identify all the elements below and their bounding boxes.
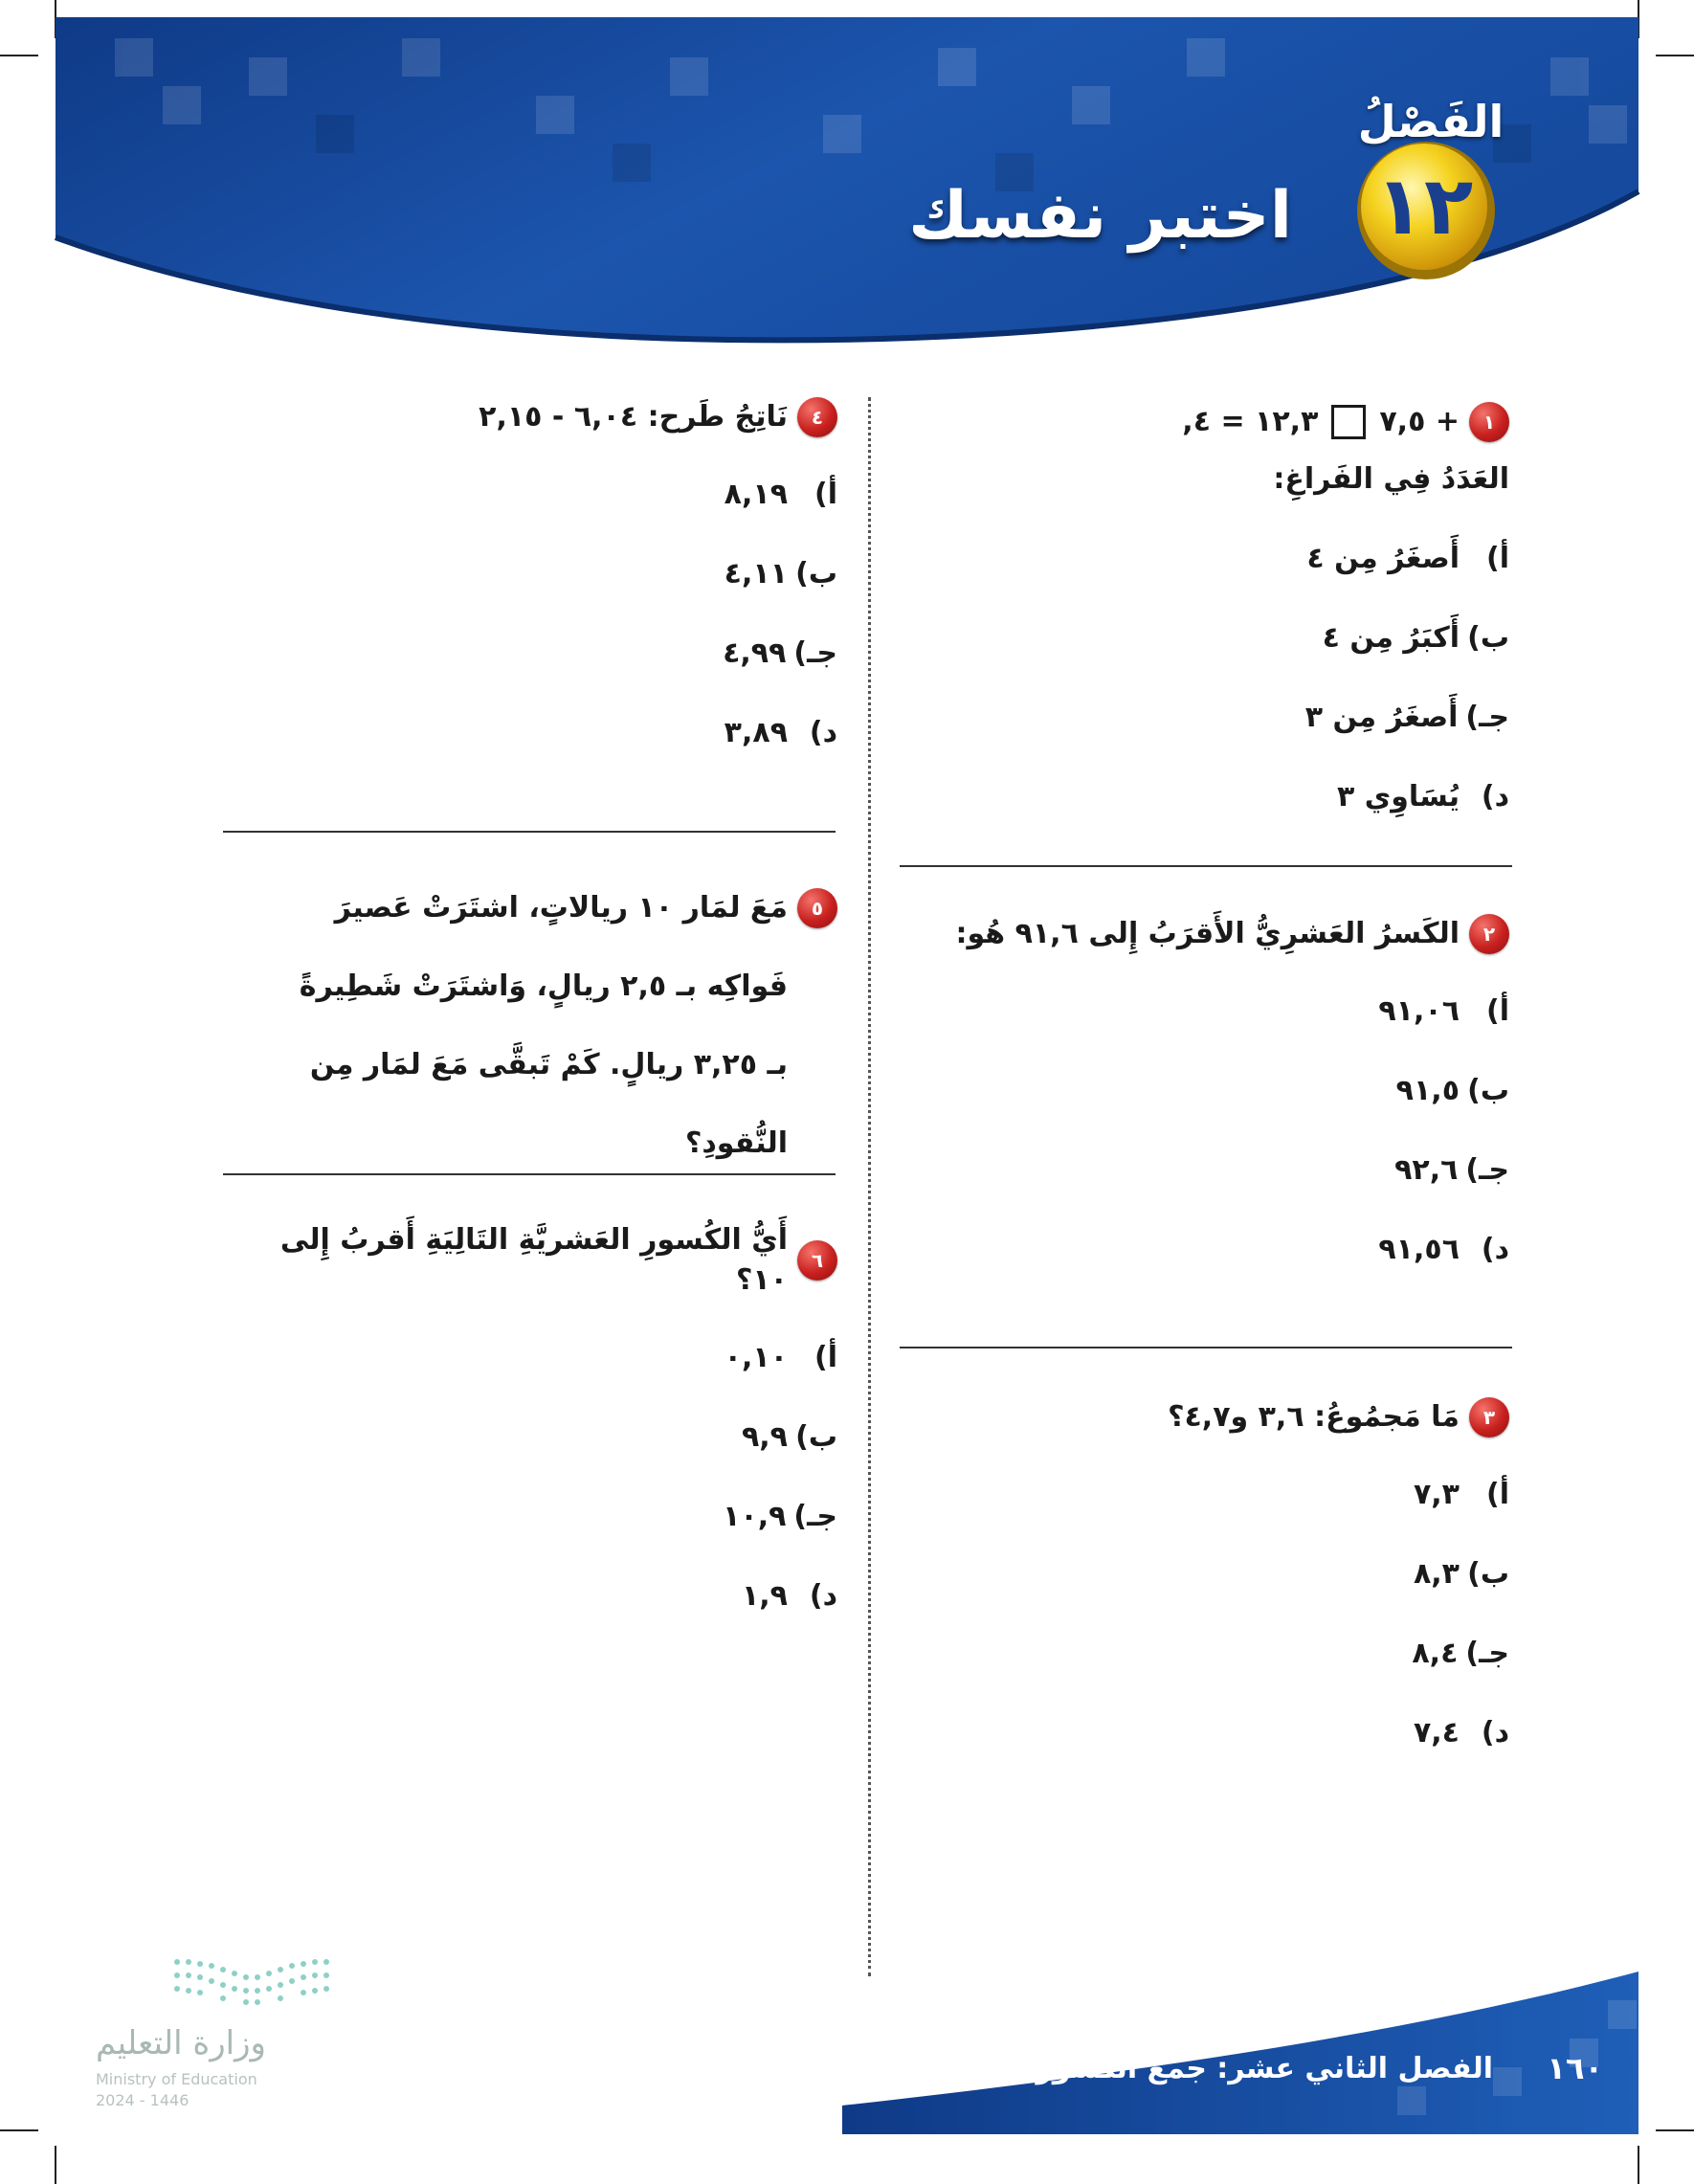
question-text: أَيُّ الكُسورِ العَشريَّةِ التَالِيَةِ أَقربُ إِلى ١٠؟ xyxy=(279,1223,788,1297)
section-rule xyxy=(900,1347,1512,1348)
question-2 xyxy=(897,914,1509,1289)
option-b[interactable] xyxy=(897,1051,1509,1130)
question-text: الكَسرُ العَشرِيُّ الأَقرَبُ إِلى ٩١,٦ هُو: xyxy=(955,917,1460,950)
question-stem xyxy=(225,869,837,1183)
question-stem xyxy=(897,914,1509,954)
question-number-badge: ٤ xyxy=(797,397,837,437)
question-5 xyxy=(225,869,837,1183)
option-letter: جـ) xyxy=(1465,1637,1509,1670)
option-letter: ب) xyxy=(1467,621,1509,655)
option-value: ٨,١٩ xyxy=(724,478,788,511)
option-value: ٠,١٠ xyxy=(724,1341,788,1374)
option-value: ٣,٨٩ xyxy=(724,716,788,749)
option-value: أَصغَرُ مِن ٤ xyxy=(1306,542,1460,575)
option-letter: د) xyxy=(809,1579,837,1613)
option-b[interactable] xyxy=(897,1534,1509,1614)
option-b[interactable] xyxy=(897,598,1509,678)
word-problem-line: فَواكِه بـ ٢,٥ ريالٍ، وَاشتَرَتْ شَطِيرةً xyxy=(299,969,788,1003)
option-a[interactable] xyxy=(897,971,1509,1051)
option-value: ٩١,٥ xyxy=(1395,1074,1460,1107)
option-letter: د) xyxy=(809,716,837,749)
option-value: ٨,٣ xyxy=(1413,1557,1460,1591)
ministry-name-ar: وزارة التعليم xyxy=(96,2024,266,2062)
option-value: أَكبَرُ مِن ٤ xyxy=(1322,621,1460,655)
question-number-badge: ٦ xyxy=(797,1240,837,1281)
option-value: ٧,٤ xyxy=(1413,1716,1460,1749)
option-c[interactable] xyxy=(897,1130,1509,1210)
option-d[interactable] xyxy=(897,1693,1509,1772)
question-stem xyxy=(225,397,837,437)
footer-chapter-title: الفصل الثاني عشر: جمع الكسور العشرية وطرحها xyxy=(791,2052,1493,2085)
option-d[interactable] xyxy=(897,1210,1509,1289)
page-title: اختبر نفسك xyxy=(908,178,1292,254)
question-number-badge: ٢ xyxy=(1469,914,1509,954)
question-subline: العَدَدُ فِي الفَراغِ: xyxy=(1273,462,1509,496)
option-c[interactable] xyxy=(897,678,1509,757)
option-value: ٩,٩ xyxy=(741,1420,788,1454)
question-stem xyxy=(897,402,1509,442)
option-letter: ب) xyxy=(1467,1074,1509,1107)
option-letter: جـ) xyxy=(793,636,837,670)
option-value: ٩٢,٦ xyxy=(1394,1153,1459,1187)
option-b[interactable] xyxy=(225,1397,837,1477)
section-rule xyxy=(223,831,836,833)
option-c[interactable] xyxy=(225,1477,837,1556)
option-d[interactable] xyxy=(225,1556,837,1636)
question-4 xyxy=(225,397,837,772)
option-letter: ب) xyxy=(795,557,837,591)
question-number-badge: ٣ xyxy=(1469,1397,1509,1437)
ministry-name-en: Ministry of Education xyxy=(96,2070,257,2088)
question-6 xyxy=(225,1220,837,1636)
question-1 xyxy=(897,402,1509,836)
option-value: يُسَاوِي ٣ xyxy=(1337,780,1460,813)
option-a[interactable] xyxy=(897,1455,1509,1534)
option-value: أَصغَرُ مِن ٣ xyxy=(1304,701,1459,734)
word-problem-text xyxy=(300,869,788,1183)
chapter-number-badge: ١٢ xyxy=(1374,159,1474,253)
word-problem-line: النُّقودِ؟ xyxy=(685,1126,788,1160)
option-letter: د) xyxy=(1481,780,1509,813)
option-letter: أ) xyxy=(814,478,837,511)
option-c[interactable] xyxy=(225,613,837,693)
ministry-year: 2024 - 1446 xyxy=(96,2091,189,2109)
question-stem xyxy=(225,1220,837,1301)
option-letter: جـ) xyxy=(1465,1153,1509,1187)
blank-box xyxy=(1331,405,1366,439)
option-c[interactable] xyxy=(897,1614,1509,1693)
word-problem-line: مَعَ لمَار ١٠ ريالاتٍ، اشتَرَتْ عَصيرَ xyxy=(334,891,788,925)
option-letter: جـ) xyxy=(1465,701,1509,734)
option-a[interactable] xyxy=(225,455,837,534)
option-letter: ب) xyxy=(795,1420,837,1454)
option-value: ١,٩ xyxy=(741,1579,788,1613)
option-letter: جـ) xyxy=(793,1500,837,1533)
column-divider xyxy=(868,397,871,1976)
option-value: ٧,٣ xyxy=(1413,1478,1460,1511)
question-text: نَاتِجُ طَرح: ٦,٠٤ - ٢,١٥ xyxy=(479,400,788,434)
option-d[interactable] xyxy=(897,757,1509,836)
option-value: ٩١,٥٦ xyxy=(1378,1233,1460,1266)
option-letter: أ) xyxy=(1486,1478,1509,1511)
word-problem-line: بـ ٣,٢٥ ريالٍ. كَمْ تَبقَّى مَعَ لمَار مِن xyxy=(309,1048,788,1081)
question-number-badge: ١ xyxy=(1469,402,1509,442)
question-3 xyxy=(897,1397,1509,1772)
question-text: مَا مَجمُوعُ: ٣,٦ و٤,٧؟ xyxy=(1168,1400,1460,1434)
section-rule xyxy=(900,865,1512,867)
option-value: ١٠,٩ xyxy=(723,1500,787,1533)
option-letter: أ) xyxy=(1486,994,1509,1028)
option-letter: د) xyxy=(1481,1716,1509,1749)
page-number: ١٦٠ xyxy=(1547,2050,1603,2086)
option-a[interactable] xyxy=(225,1318,837,1397)
option-letter: أ) xyxy=(1486,542,1509,575)
question-stem xyxy=(897,1397,1509,1437)
option-letter: ب) xyxy=(1467,1557,1509,1591)
option-d[interactable] xyxy=(225,693,837,772)
option-b[interactable] xyxy=(225,534,837,613)
option-letter: أ) xyxy=(814,1341,837,1374)
option-a[interactable] xyxy=(897,519,1509,598)
question-number-badge: ٥ xyxy=(797,888,837,928)
option-value: ٩١,٠٦ xyxy=(1378,994,1460,1028)
option-value: ٤,٩٩ xyxy=(723,636,787,670)
option-value: ٨,٤ xyxy=(1412,1637,1459,1670)
option-letter: د) xyxy=(1481,1233,1509,1266)
equation-part: ١٢,٣ = ٤, xyxy=(1182,405,1319,438)
option-value: ٤,١١ xyxy=(724,557,788,591)
chapter-word: الفَصْلُ xyxy=(1357,96,1505,147)
equation-part: + ٧,٥ xyxy=(1379,405,1460,438)
